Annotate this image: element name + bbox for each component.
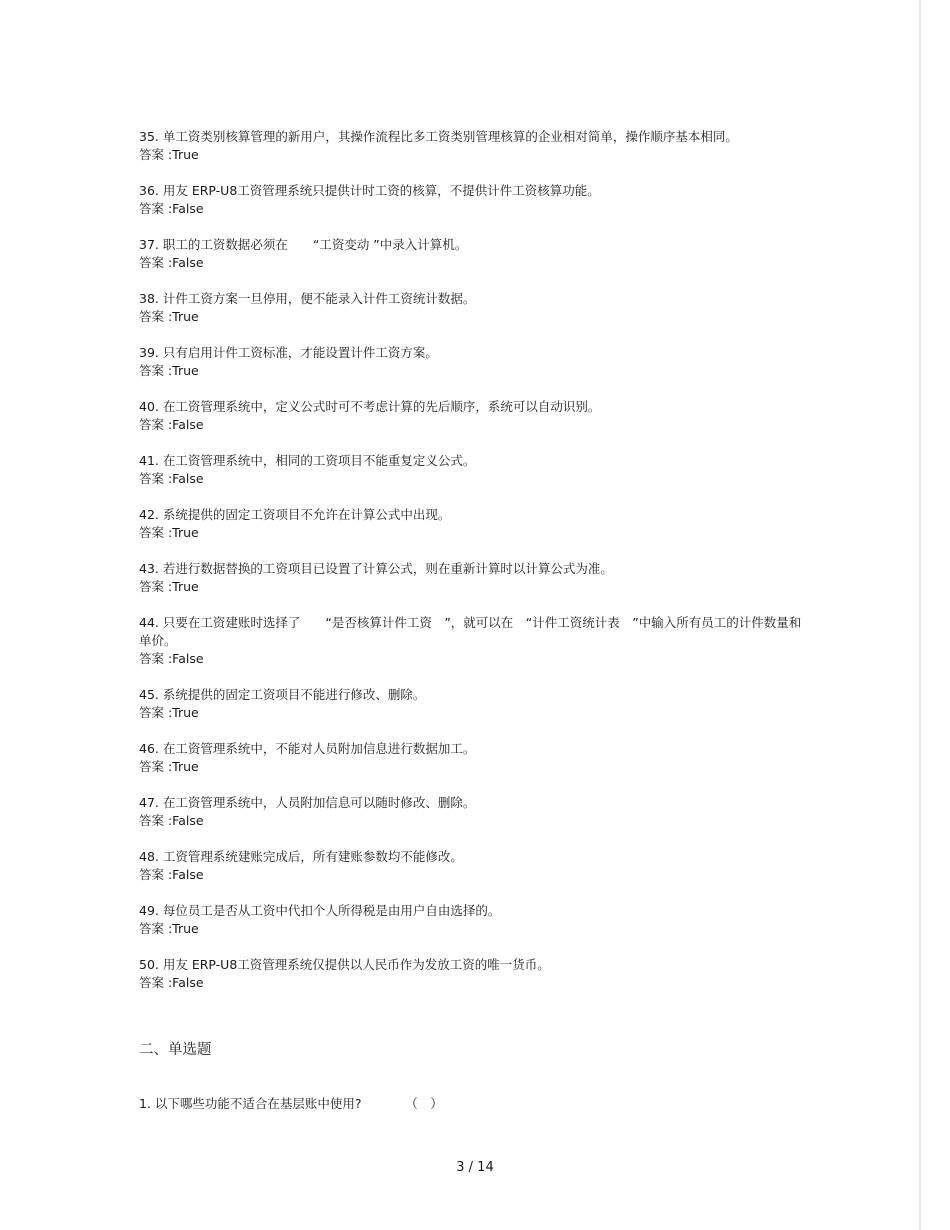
question-item xyxy=(139,902,809,938)
question-text: 38. 计件工资方案一旦停用，便不能录入计件工资统计数据。 xyxy=(139,291,476,306)
question-text: 50. 用友 ERP-U8工资管理系统仅提供以人民币作为发放工资的唯一货币。 xyxy=(139,957,550,972)
question-item xyxy=(139,128,809,164)
answer-text: 答案 :True xyxy=(139,759,199,774)
question-text: 43. 若进行数据替换的工资项目已设置了计算公式，则在重新计算时以计算公式为准。 xyxy=(139,561,613,576)
question-text: 44. 只要在工资建账时选择了 “是否核算计件工资 ”，就可以在 “计件工资统计表 ”中输入所有员工的计件数量和单价。 xyxy=(139,615,802,648)
answer-text: 答案 :True xyxy=(139,921,199,936)
answer-text: 答案 :True xyxy=(139,579,199,594)
answer-text: 答案 :False xyxy=(139,651,204,666)
question-text: 39. 只有启用计件工资标准，才能设置计件工资方案。 xyxy=(139,345,438,360)
question-item xyxy=(139,290,809,326)
section-title: 二、单选题 xyxy=(139,1042,212,1058)
answer-text: 答案 :False xyxy=(139,867,204,882)
answer-text: 答案 :False xyxy=(139,813,204,828)
question-text: 47. 在工资管理系统中，人员附加信息可以随时修改、删除。 xyxy=(139,795,476,810)
single-choice-question: 1. 以下哪些功能不适合在基层账中使用? （ ） xyxy=(139,1096,443,1111)
question-text: 45. 系统提供的固定工资项目不能进行修改、删除。 xyxy=(139,687,426,702)
answer-text: 答案 :True xyxy=(139,147,199,162)
question-item xyxy=(139,182,809,218)
answer-text: 答案 :False xyxy=(139,471,204,486)
question-item xyxy=(139,740,809,776)
question-item xyxy=(139,506,809,542)
question-text: 41. 在工资管理系统中，相同的工资项目不能重复定义公式。 xyxy=(139,453,476,468)
answer-text: 答案 :False xyxy=(139,417,204,432)
question-item xyxy=(139,452,809,488)
question-item xyxy=(139,344,809,380)
question-list xyxy=(139,128,809,1010)
question-text: 49. 每位员工是否从工资中代扣个人所得税是由用户自由选择的。 xyxy=(139,903,501,918)
answer-text: 答案 :False xyxy=(139,975,204,990)
question-item xyxy=(139,560,809,596)
question-item xyxy=(139,236,809,272)
question-item xyxy=(139,848,809,884)
question-text: 42. 系统提供的固定工资项目不允许在计算公式中出现。 xyxy=(139,507,451,522)
question-text: 48. 工资管理系统建账完成后，所有建账参数均不能修改。 xyxy=(139,849,463,864)
answer-text: 答案 :False xyxy=(139,201,204,216)
question-text: 36. 用友 ERP-U8工资管理系统只提供计时工资的核算，不提供计件工资核算功能。 xyxy=(139,183,600,198)
question-item xyxy=(139,398,809,434)
answer-text: 答案 :True xyxy=(139,525,199,540)
question-item xyxy=(139,794,809,830)
answer-text: 答案 :False xyxy=(139,255,204,270)
answer-text: 答案 :True xyxy=(139,705,199,720)
answer-text: 答案 :True xyxy=(139,363,199,378)
question-item xyxy=(139,686,809,722)
question-item xyxy=(139,956,809,992)
question-text: 40. 在工资管理系统中，定义公式时可不考虑计算的先后顺序，系统可以自动识别。 xyxy=(139,399,601,414)
question-text: 37. 职工的工资数据必须在 “工资变动 ”中录入计算机。 xyxy=(139,237,468,252)
page-number: 3 / 14 xyxy=(456,1160,494,1175)
question-item xyxy=(139,614,809,668)
question-text: 46. 在工资管理系统中，不能对人员附加信息进行数据加工。 xyxy=(139,741,476,756)
question-text: 35. 单工资类别核算管理的新用户，其操作流程比多工资类别管理核算的企业相对简单，操作顺序基本相同。 xyxy=(139,129,738,144)
answer-text: 答案 :True xyxy=(139,309,199,324)
page-edge xyxy=(919,0,921,1230)
